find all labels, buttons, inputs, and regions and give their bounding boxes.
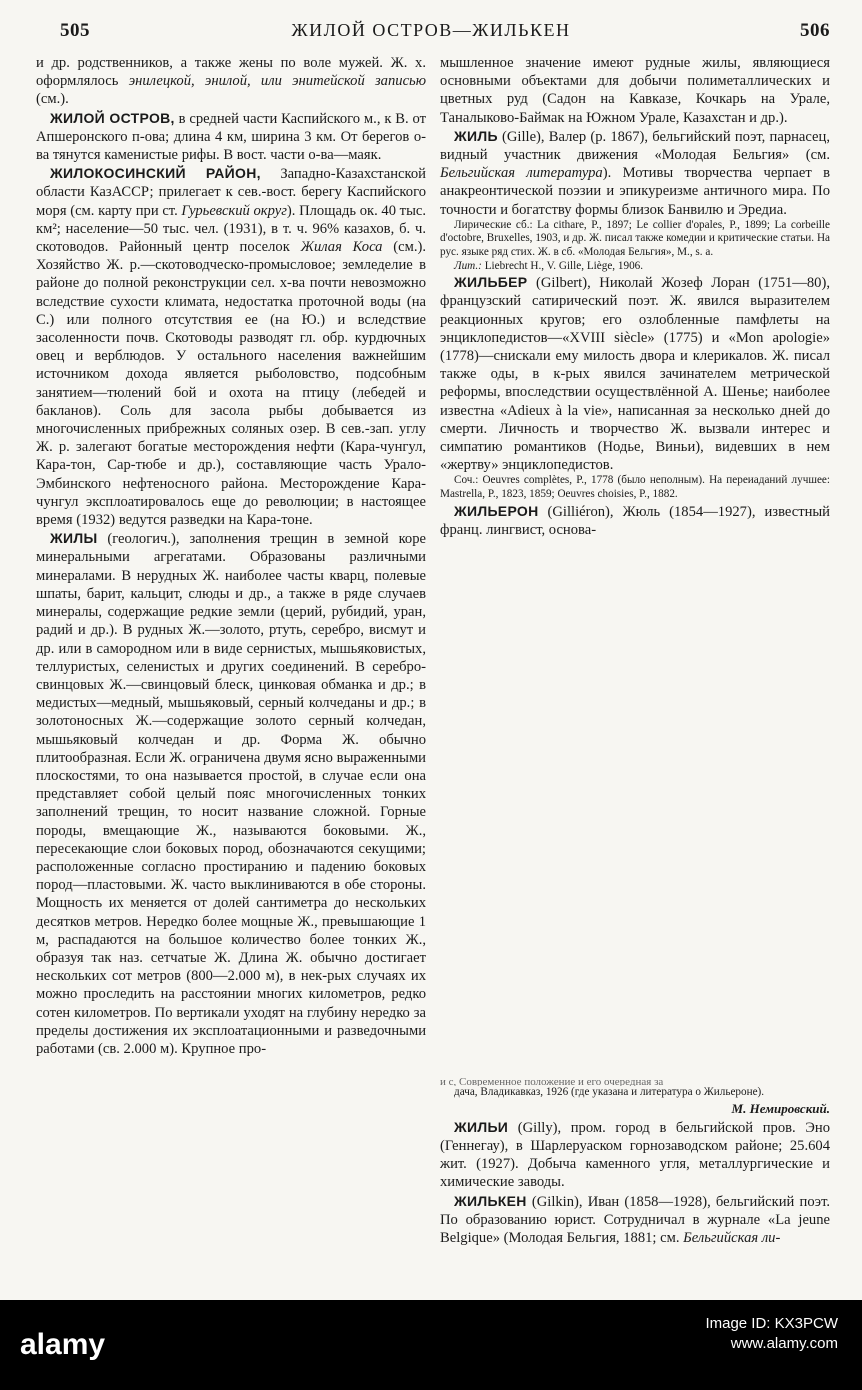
left-column [36, 54, 426, 1058]
headword: ЖИЛЬКЕН [454, 1192, 527, 1209]
alamy-logo: alamy [20, 1328, 106, 1361]
literature-note: Лит.: Liebrecht H., V. Gille, Liège, 1906. [454, 259, 644, 272]
running-head: ЖИЛОЙ ОСТРОВ—ЖИЛЬКЕН [291, 20, 571, 40]
entry-zhilber: ЖИЛЬБЕР (Gilbert), Николай Жозеф Лоран (1751—80), французский сатирический поэт. Ж. явился выразителем реакционных кругов; его озлобленные памфлеты на энциклопедистов—«XVIII siècle» (1775) и «Mon apologie» (1778)—снискали ему милость двора и клерикалов. Ж. писал также оды, в к-рых явился зачинателем метрической реформы, впоследствии осуществлённой А. Шенье; наиболее известна «Adieux à la vie», написанная за несколько дней до смерти. Личность и творчество Ж. вызвали интерес и симпатию романтиков (Нодье, Виньи), видевших в нем «жертву» энциклопедистов. [440, 274, 830, 474]
page-number-left: 505 [60, 20, 90, 41]
image-id: Image ID: KX3PCW [705, 1315, 838, 1332]
right-column-bottom [440, 1076, 830, 1247]
headword: ЖИЛЬ [454, 127, 498, 144]
stock-watermark-bar [0, 1300, 862, 1390]
entry-continuation: мышленное значение имеют рудные жилы, являющиеся основными объектами для добычи полиметаллических и цветных руд (Садон на Кавказе, Кочкарь на Урале, Таналыково-Баймак на Южном Урале, Казахстан и др.). [440, 55, 830, 126]
entry-zhilokosinsky-rayon: ЖИЛОКОСИНСКИЙ РАЙОН, Западно-Казахстанской области КазАССР; прилегает к сев.-вост. берегу Каспийского моря (см. карту при ст. Гурьевский округ). Площадь ок. 40 тыс. км²; население—50 тыс. чел. (1931), в т. ч. 96% казахов, б. ч. скотоводов. Районный центр поселок Жилая Коса (см.). Хозяйство Ж. р.—скотоводческо-промысловое; земледелие в районе до полной реконструкции сел. х-ва почти невозможно вследствие сухости климата, недостатка проточной воды (на С.) или полного отсутствия ее (на Ю.) и вследствие засоленности почв. Скотоводы разводят гл. обр. курдючных овец и верблюдов. У остального населения важнейшим источником дохода является рыболовство, подсобным занятием—тюлений бой и охота на птицу (лебедей и бакланов). Соль для засола рыбы добывается из многочисленных прибрежных соляных озер. В сев.-зап. углу Ж. р. залегают богатые месторождения нефти (Кара-чунгул, Кара-тон, Сар-тюбе и др.), составляющие часть Урало-Эмбинского нефтеносного района. Месторождение Кара-чунгул эксплоатировалось еще до революции; в настоящее время (1932) ведутся разведки на Кара-тоне. [36, 165, 426, 529]
entry-continuation: и др. родственников, а также жены по воле мужей. Ж. х. оформлялось энилецкой, энилой, или энитейской записью (см.). [36, 55, 426, 108]
image-credit [705, 1314, 838, 1354]
headword: ЖИЛОКОСИНСКИЙ РАЙОН, [50, 165, 261, 182]
page-number-right: 506 [800, 20, 830, 41]
entry-zhily: ЖИЛЫ (геологич.), заполнения трещин в земной коре минеральными агрегатами. Образованы различными минералами. В нерудных Ж. наиболее часты кварц, полевые шпаты, барит, кальцит, слюды и др., а также в ряде случаев минералы, содержащие редкие земли (церий, рубидий, уран, радий и др.). В рудных Ж.—золото, ртуть, серебро, висмут и др. или в самородном или в виде сернистых, мышьяковистых, теллуристых, селенистых и других соединений. В серебро-свинцовых Ж.—свинцовый блеск, цинковая обманка и др.; в медистых—медный, мышьяковый, серный колчеданы и др.; в золотоносных Ж.—содержащие золото серный колчедан, мышьяковый колчедан и др. Форма Ж. обычно плитообразная. Если Ж. ограничена двумя ясно выраженными плоскостями, то она называется простой, в случае если она представляет собой целый пояс многочисленных тонких заполнений трещин, то носит название сложной. Горные породы, вмещающие Ж., называются боковыми. Ж., пересекающие слои боковых пород, обозначаются секущими; расположенные согласно простиранию и падению боковых пород—пластовыми. Ж. часто выклиниваются в обе стороны. Мощность их меняется от долей сантиметра до нескольких десятков метров. Нередко более мощные Ж., превышающие 1 м, распадаются на большое количество более тонких Ж., образуя так наз. сетчатые Ж. Длина Ж. обычно достигает нескольких сот метров (800—2.000 м), в нек-рых случаях их можно проследить на расстоянии многих километров, редко сотен километров. По вертикали уходят на глубину нередко за пределы достижения их эксплоатационными и разведочными работами (св. 2.000 м). Крупное про- [36, 530, 426, 1057]
headword: ЖИЛЬИ [454, 1118, 509, 1135]
entry-zhilyeron: ЖИЛЬЕРОН (Gilliéron), Жюль (1854—1927), известный франц. лингвист, основа- [440, 502, 830, 538]
headword: ЖИЛЫ [50, 530, 98, 547]
headword: ЖИЛОЙ ОСТРОВ, [50, 109, 175, 126]
entry-zhiloy-ostrov: ЖИЛОЙ ОСТРОВ, в средней части Каспийского м., к В. от Апшеронского п-ова; длина 4 км, ширина 3 км. От берегов о-ва тянутся каменистые рифы. В вост. части о-ва—маяк. [36, 109, 426, 164]
page-header [28, 20, 834, 46]
site-url[interactable]: www.alamy.com [730, 1335, 838, 1352]
entry-zhili: ЖИЛЬИ (Gilly), пром. город в бельгийской пров. Эно (Геннегау), в Шарлеруаском горнозаводском районе; 25.604 жит. (1927). Добыча каменного угля, металлургические и химические заводы. [440, 1118, 830, 1191]
headword: ЖИЛЬЕРОН [454, 502, 539, 519]
author-signature: М. Немировский. [731, 1100, 830, 1116]
right-column [440, 54, 830, 539]
works-note: Соч.: Oeuvres complètes, P., 1778 (было неполным). На переиаданий лучшее: Mastrella, P., 1823, 1859; Oeuvres choisies, P., 1882. [440, 474, 830, 501]
entry-zhilken: ЖИЛЬКЕН (Gilkin), Иван (1858—1928), бельгийский поэт. По образованию юрист. Сотрудничал в журнале «La jeune Belgique» (Молодая Бельгия, 1881; см. Бельгийская ли- [440, 1192, 830, 1247]
bibliography-note: Лирические сб.: La cithare, P., 1897; Le collier d'opales, P., 1899; La corbeille d'octobre, Bruxelles, 1903, и др. Ж. писал также комедии и критические статьи. На рус. языке ряд стих. Ж. в сб. «Молодая Бельгия», М., s. a. [440, 218, 830, 259]
entry-zhil: ЖИЛЬ (Gille), Валер (р. 1867), бельгийский поэт, парнасец, видный участник движения «Молодая Бельгия» (см. Бельгийская литература). Мотивы творчества черпает в анакреонтической поэзии и эпикуреизме античного мира. По точности и богатству формы близок Банвилю и Эредиа. [440, 127, 830, 218]
clipped-line: и с, Современное положение и его очередная за [440, 1076, 664, 1086]
headword: ЖИЛЬБЕР [454, 274, 528, 291]
literature-note: дача, Владикавказ, 1926 (где указана и литература о Жильероне). [454, 1086, 765, 1098]
